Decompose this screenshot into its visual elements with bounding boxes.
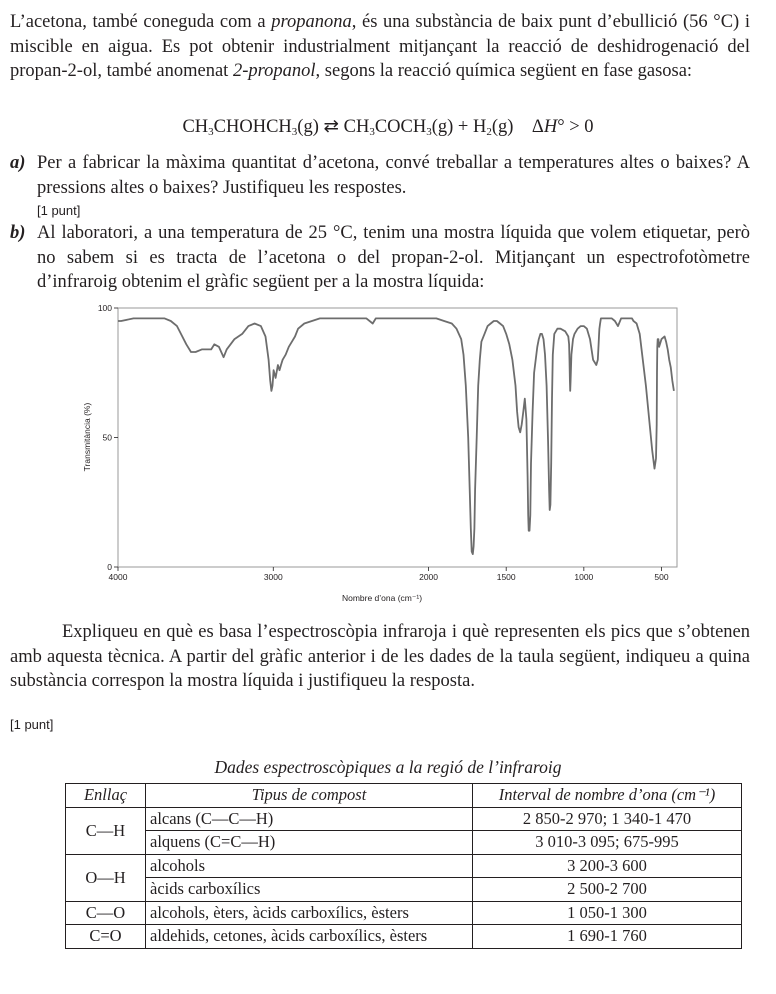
x-tick-label: 4000 — [108, 572, 128, 582]
table-row — [66, 878, 742, 902]
spectrum-line — [118, 318, 674, 554]
y-tick-label: 50 — [102, 432, 112, 443]
type-cell: alcohols, èters, àcids carboxílics, èsters — [146, 901, 473, 925]
header-type: Tipus de compost — [146, 784, 473, 808]
question-b-text: Al laboratori, a una temperatura de 25 °C, tenim una mostra líquida que volem etiquetar, però no sabem si es tracta de l’acetona o del propan-2-ol. Mitjançant un espectrofotòmetre d’infraroig obtenim el gràfic següent per a la mostra líquida: — [37, 223, 750, 292]
x-tick-label: 500 — [654, 572, 669, 582]
range-cell: 1 050-1 300 — [473, 901, 742, 925]
intro-paragraph: L’acetona, també coneguda com a propanona, és una substància de baix punt d’ebullició (56 °C) i miscible en aigua. Es pot obtenir industrialment mitjançant la reacció de deshidrogenació del propan-2-ol, també anomenat 2-propanol, segons la reacció química següent en fase gasosa: — [10, 12, 750, 81]
type-cell: alquens (C=C—H) — [146, 831, 473, 855]
bond-cell: C=O — [66, 925, 146, 949]
question-b-label: b) — [10, 223, 26, 243]
table-row — [66, 831, 742, 855]
question-a — [10, 151, 750, 201]
range-cell: 2 500-2 700 — [473, 878, 742, 902]
range-cell: 3 010-3 095; 675-995 — [473, 831, 742, 855]
ir-spectrum-chart — [78, 298, 686, 608]
header-bond: Enllaç — [66, 784, 146, 808]
table-header-row — [66, 784, 742, 808]
question-a-label: a) — [10, 153, 26, 173]
y-tick-label: 100 — [97, 303, 112, 313]
type-cell: alcohols — [146, 854, 473, 878]
bond-cell: C—H — [66, 807, 146, 854]
type-cell: alcans (C—C—H) — [146, 807, 473, 831]
table-caption: Dades espectroscòpiques a la regió de l’infraroig — [214, 757, 562, 777]
table-row — [66, 807, 742, 831]
range-cell: 2 850-2 970; 1 340-1 470 — [473, 807, 742, 831]
ir-data-table — [65, 783, 742, 949]
x-tick-label: 3000 — [263, 572, 283, 582]
x-tick-label: 1500 — [496, 572, 516, 582]
x-tick-label: 2000 — [419, 572, 439, 582]
y-tick-label: 0 — [107, 562, 112, 572]
question-b-points: [1 punt] — [10, 717, 54, 732]
x-axis-label: Nombre d’ona (cm⁻¹) — [341, 593, 423, 603]
table-row — [66, 901, 742, 925]
y-axis-label: Transmitància (%) — [82, 402, 92, 472]
x-tick-label: 1000 — [574, 572, 594, 582]
question-a-points: [1 punt] — [37, 203, 81, 218]
range-cell: 1 690-1 760 — [473, 925, 742, 949]
table-row — [66, 925, 742, 949]
type-cell: aldehids, cetones, àcids carboxílics, èsters — [146, 925, 473, 949]
header-range: Interval de nombre d’ona (cm⁻¹) — [473, 784, 742, 808]
range-cell: 3 200-3 600 — [473, 854, 742, 878]
bond-cell: O—H — [66, 854, 146, 901]
type-cell: àcids carboxílics — [146, 878, 473, 902]
question-a-text: Per a fabricar la màxima quantitat d’acetona, convé treballar a temperatures altes o baixes? A pressions altes o baixes? Justifiqueu les respostes. — [37, 153, 750, 198]
bond-cell: C—O — [66, 901, 146, 925]
plot-frame — [118, 308, 677, 567]
question-b — [10, 221, 750, 296]
reaction-equation: $CH_3CHOHCH_3(g)$ ⇄ $CH_3COCH_3(g) + H_2(g)$ ΔH° > 0 — [182, 117, 594, 138]
table-row — [66, 854, 742, 878]
question-b-followup: Expliqueu en què es basa l’espectroscòpia infraroja i què representen els pics que s’obtenen amb aquesta tècnica. A partir del gràfic anterior i de les dades de la taula següent, indiqueu a quina substància correspon la mostra líquida i justifiqueu la resposta. — [10, 622, 750, 691]
